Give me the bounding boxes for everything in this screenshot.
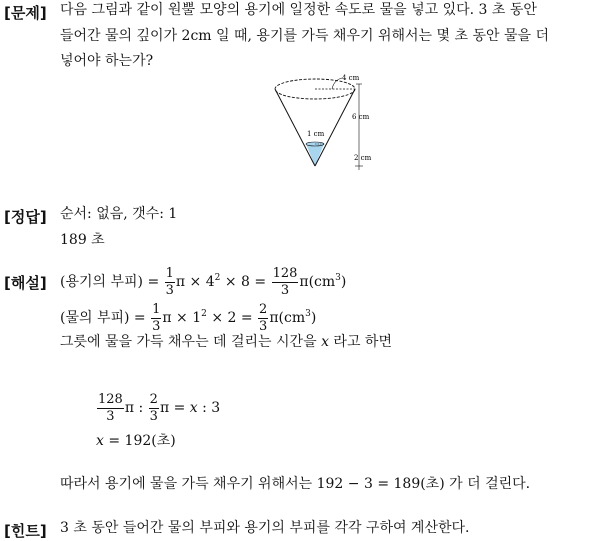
prop-frac-1-num: 128 <box>98 391 123 407</box>
eq1-prefix: (용기의 부피) = <box>60 274 164 290</box>
eq2-mid: π × 1 <box>162 310 202 326</box>
prop-frac-2-den: 3 <box>149 408 158 424</box>
solution-eq-1 <box>60 264 346 300</box>
eq2-frac-1-num: 1 <box>152 301 161 317</box>
prop-frac-1-den: 3 <box>106 408 115 424</box>
eq1-frac-2-num: 128 <box>272 265 298 281</box>
height-label: 6 cm <box>352 113 370 121</box>
water-height-label: 2 cm <box>354 154 372 162</box>
problem-line-3: 넣어야 하는가? <box>60 53 154 69</box>
eq1-frac-1 <box>165 266 175 299</box>
hint-label: [힌트] <box>4 522 47 540</box>
eq2-exp-1: 2 <box>201 309 207 319</box>
answer-line-2: 189 초 <box>60 232 105 248</box>
eq1-close: ) <box>340 274 347 290</box>
result-var: x <box>96 433 104 449</box>
answer-line-1: 순서: 없음, 갯수: 1 <box>60 206 178 222</box>
eq1-frac-2-den: 3 <box>280 282 290 298</box>
eq1-mid-2: × 8 = <box>220 274 271 290</box>
eq2-mid-2: × 2 = <box>206 310 258 326</box>
eq1-frac-1-num: 1 <box>165 265 174 281</box>
prop-rhs: π = <box>159 400 190 416</box>
eq2-frac-1-den: 3 <box>152 318 161 334</box>
prop-frac-2 <box>149 392 159 425</box>
eq1-mid: π × 4 <box>175 274 215 290</box>
eq2-frac-2 <box>258 302 268 335</box>
eq2-frac-2-num: 2 <box>259 301 268 317</box>
result-value: = 192(초) <box>103 433 176 449</box>
eq2-frac-1 <box>151 302 161 335</box>
prop-end: : 3 <box>197 400 221 416</box>
eq1-frac-1-den: 3 <box>165 282 174 298</box>
solution-line-3 <box>60 332 392 352</box>
radius-arrow <box>332 78 342 89</box>
cone-figure <box>270 70 382 170</box>
line3-text-b: 라고 하면 <box>328 334 392 350</box>
eq2-exp-2: 3 <box>305 309 311 319</box>
radius-label: 4 cm <box>342 74 360 82</box>
water-radius-label: 1 cm <box>307 130 325 138</box>
problem-line-2: 들어간 물의 깊이가 2cm 일 때, 용기를 가득 채우기 위해서는 몇 초 동안 물을 더 <box>60 28 549 44</box>
prop-mid: π : <box>124 400 148 416</box>
eq1-exp-2: 3 <box>335 273 341 283</box>
eq1-suffix: π(cm <box>299 274 336 290</box>
solution-eq-2 <box>60 300 316 336</box>
eq2-close: ) <box>310 310 317 326</box>
answer-label: [정답] <box>4 208 47 226</box>
eq2-prefix: (물의 부피) = <box>60 310 151 326</box>
prop-var: x <box>189 400 198 416</box>
line3-text-a: 그릇에 물을 가득 채우는 데 걸리는 시간을 <box>60 334 322 350</box>
prop-frac-2-num: 2 <box>149 391 158 407</box>
cone-side-right <box>315 89 355 166</box>
problem-line-1: 다음 그림과 같이 원뿔 모양의 용기에 일정한 속도로 물을 넣고 있다. 3 초 동안 <box>60 2 537 18</box>
solution-proportion <box>96 390 220 426</box>
prop-frac-1 <box>97 392 124 425</box>
cone-side-left <box>275 89 315 166</box>
eq2-suffix: π(cm <box>269 310 306 326</box>
water-fill <box>306 144 324 166</box>
hint-line-1: 3 초 동안 들어간 물의 부피와 용기의 부피를 각각 구하여 계산한다. <box>60 520 470 536</box>
eq2-frac-2-den: 3 <box>259 318 268 334</box>
line3-var: x <box>321 334 329 350</box>
solution-result <box>96 431 176 451</box>
eq1-frac-2 <box>272 266 299 299</box>
solution-label: [해설] <box>4 274 47 292</box>
problem-label: [문제] <box>4 4 47 22</box>
solution-conclusion: 따라서 용기에 물을 가득 채우기 위해서는 192 − 3 = 189(초) 가 더 걸린다. <box>60 476 531 492</box>
eq1-exp-1: 2 <box>214 273 221 283</box>
